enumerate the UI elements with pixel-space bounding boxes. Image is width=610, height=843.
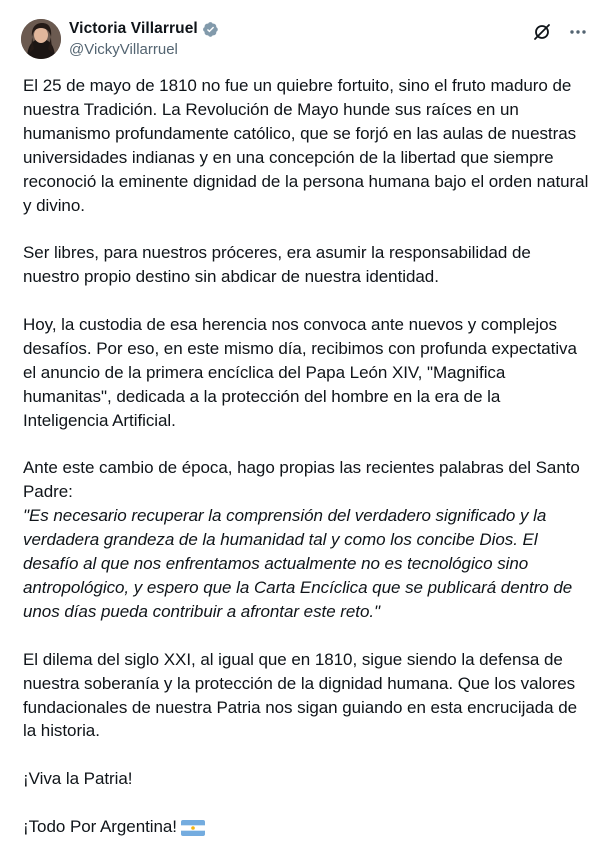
post-paragraph-7-text: ¡Todo Por Argentina! [23, 817, 177, 836]
post-paragraph-6: ¡Viva la Patria! [23, 769, 133, 789]
grok-icon[interactable] [532, 22, 552, 42]
post-paragraph-1: El 25 de mayo de 1810 no fue un quiebre fortuito, sino el fruto maduro de nuestra Tradición. La Revolución de Mayo hunde sus raíces en un humanismo profundamente católico, que se forjó en las aulas de nuestras universidades indianas y en una concepción de la libertad que siempre reconoció la eminente dignidad de la persona humana bajo el orden natural y divino. [23, 76, 589, 215]
author-display-name[interactable]: Victoria Villarruel [69, 20, 198, 37]
post-paragraph-7 [23, 815, 589, 839]
header-actions [532, 22, 588, 42]
verified-badge-icon[interactable] [202, 21, 219, 38]
avatar[interactable] [21, 19, 61, 59]
argentina-flag-icon [181, 819, 205, 835]
post-paragraph-3: Hoy, la custodia de esa herencia nos convoca ante nuevos y complejos desafíos. Por eso, en este mismo día, recibimos con profunda expectativa el anuncio de la primera encíclica del Papa León XIV, "Magnifica humanitas", dedicada a la protección del hombre en la era de la Inteligencia Artificial. [23, 315, 577, 430]
post-header [21, 16, 588, 62]
post-text [23, 74, 589, 839]
more-icon[interactable] [568, 22, 588, 42]
author-handle[interactable]: @VickyVillarruel [69, 41, 178, 58]
name-row [69, 19, 219, 39]
post-paragraph-5: El dilema del siglo XXI, al igual que en 1810, sigue siendo la defensa de nuestra soberanía y la protección de la dignidad humana. Que los valores fundacionales de nuestra Patria nos sigan guiando en esta encrucijada de la historia. [23, 649, 578, 741]
author-block [69, 19, 219, 58]
post-paragraph-4-intro: Ante este cambio de época, hago propias las recientes palabras del Santo Padre: [23, 458, 580, 502]
pope-quote: "Es necesario recuperar la comprensión del verdadero significado y la verdadera grandeza de la humanidad tal y como los concibe Dios. El desafío al que nos enfrentamos actualmente no es tecnológico sino antropológico, y espero que la Carta Encíclica que se publicará dentro de unos días pueda contribuir a afrontar este reto." [23, 506, 573, 621]
avatar-image [21, 19, 61, 59]
post-paragraph-2: Ser libres, para nuestros próceres, era asumir la responsabilidad de nuestro propio destino sin abdicar de nuestra identidad. [23, 243, 531, 287]
